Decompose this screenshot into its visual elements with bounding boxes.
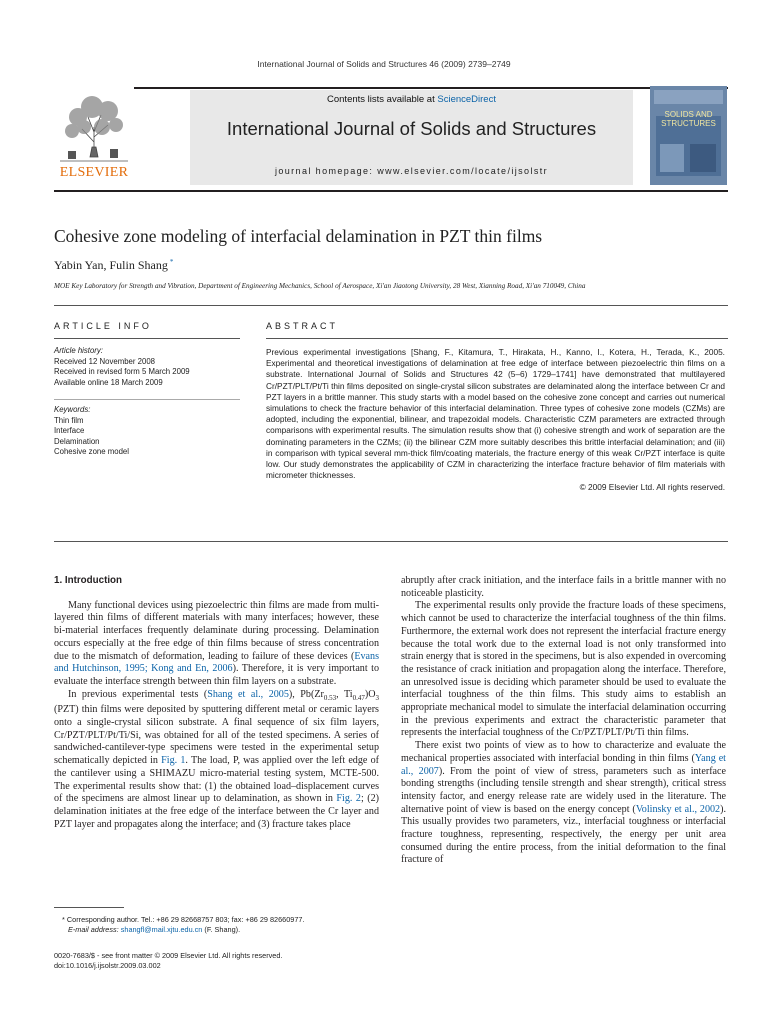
paragraph: Many functional devices using piezoelectric thin films are made from multi-layered thin films of different materials with many interfaces; however, these bi-material interfaces frequently delaminate during processing. Delamination occurs especially at the free edge of thin films because of stress concentration due to the mismatch of deformation, leading to failure of these devices (Evans and Hutchinson, 1995; Kong and En, 2006). Therefore, it is very important to evaluate the interface strength between thin film layers on a substrate.: [54, 599, 380, 687]
header-bottom-rule: [54, 190, 728, 192]
footnote-mark: *: [62, 915, 65, 924]
section-heading: 1. Introduction: [54, 575, 123, 586]
cover-title: [650, 110, 727, 128]
journal-banner: [190, 90, 633, 185]
journal-homepage-link[interactable]: journal homepage: www.elsevier.com/locate/ijsolstr: [274, 166, 549, 176]
history-divider: [54, 399, 240, 400]
issn-line: 0020-7683/$ - see front matter © 2009 Elsevier Ltd. All rights reserved.: [54, 951, 283, 960]
left-column: [54, 575, 379, 831]
journal-title: International Journal of Solids and Structures: [226, 118, 597, 139]
abstract-copyright: © 2009 Elsevier Ltd. All rights reserved.: [579, 482, 725, 493]
abstract-heading: ABSTRACT: [266, 321, 339, 331]
article-info-heading: ARTICLE INFO: [54, 321, 152, 331]
revised-date: Received in revised form 5 March 2009: [54, 367, 190, 376]
cover-image-icon: [650, 86, 727, 185]
keyword-item: Delamination: [54, 436, 100, 446]
contents-prefix: Contents lists available at: [327, 94, 438, 105]
sciencedirect-link[interactable]: ScienceDirect: [437, 94, 496, 105]
citation-link[interactable]: Evans and Hutchinson, 1995; Kong and En, 2006: [54, 650, 379, 675]
author-names: Yabin Yan, Fulin Shang: [54, 258, 168, 272]
keywords-label: Keywords:: [54, 405, 91, 414]
email-link[interactable]: shangfl@mail.xjtu.edu.cn: [120, 925, 203, 934]
right-column: [401, 575, 726, 867]
bottom-matter: [54, 951, 454, 971]
article-title: Cohesive zone modeling of interfacial delamination in PZT thin films: [54, 226, 543, 246]
paragraph: abruptly after crack initiation, and the interface fails in a brittle manner with no noticeable plasticity.: [401, 575, 726, 599]
keyword-item: Cohesive zone model: [54, 447, 129, 456]
publisher-wordmark: ELSEVIER: [59, 165, 129, 180]
abstract-heading-rule: [266, 338, 728, 339]
corresponding-author-note: Corresponding author. Tel.: +86 29 82668757 803; fax: +86 29 82660977.: [66, 915, 305, 924]
abstract-text: Previous experimental investigations [Shang, F., Kitamura, T., Hirakata, H., Kanno, I., Kotera, H., Terada, K., 2005. Experimental and theoretical investigations of delamination at free edge of interface between piezoelectric thin films on a substrate. International Journal of Solids and Structures 42 (5–6) 1729–1741] have demonstrated that multilayered Cr/PZT/PLT/Pt/Ti thin films deposited on single-crystal silicon substrates are delaminated along the interface between Cr and PZT layers in a brittle manner. This study starts with a model based on the cohesive zone concept and carries out numerical simulations to check the fracture behavior of this interfacial delamination. Three types of cohesive zone models (CZMs) are adopted, including the exponential, bilinear, and trapezoidal models. Characteristic CZM parameters are extracted through comparisons with experimental results. The simulation results show that (i) cohesive strength and work of separation are the dominating parameters in the CZMs; (ii) the bilinear CZM more suitably describes this brittle interfacial delamination; and (iii) in comparison with typical several mm-thick film/coating materials, the fracture energy of this weak Cr/PZT interface is quite low. Our study demonstrates the applicability of CZM in characterizing the interface fracture behavior of film materials with micrometer thicknesses.: [266, 347, 725, 481]
header-top-rule: [54, 87, 728, 89]
info-heading-rule: [54, 338, 240, 339]
cover-title-line-2: STRUCTURES: [661, 119, 716, 128]
paragraph: There exist two points of view as to how to characterize and evaluate the mechanical properties associated with interfacial bonding in thin films (Yang et al., 2007). From the point of view of stress, parameters such as interface bonding strengths (including tensile strength and shear strength), critical stress intensity factor, and energy release rate are widely used in the literature. The alternative point of view is based on the energy concept (Volinsky et al., 2002). This usually provides two parameters, viz., interfacial toughness or interfacial fracture toughness, representing, respectively, the energy per unit area consumed during the entire process, from the initial deformation to the final fracture of: [401, 740, 726, 866]
cover-title-line-1: SOLIDS AND: [664, 110, 713, 119]
running-header: International Journal of Solids and Structures 46 (2009) 2739–2749: [257, 59, 511, 69]
abstract-bottom-rule: [54, 541, 728, 542]
received-date: Received 12 November 2008: [54, 356, 155, 366]
article-history: [54, 346, 244, 388]
corresponding-author-mark[interactable]: *: [169, 258, 174, 266]
article-authors: [54, 258, 173, 273]
citation-link[interactable]: Yang et al., 2007: [401, 752, 726, 777]
footnote-rule: [54, 907, 124, 908]
email-suffix: (F. Shang).: [202, 925, 241, 934]
email-label: E-mail address:: [68, 925, 119, 934]
keywords-block: [54, 405, 244, 458]
info-top-rule: [54, 305, 728, 306]
figure-link[interactable]: Fig. 1: [161, 755, 186, 767]
citation-link[interactable]: Shang et al., 2005: [207, 688, 289, 700]
journal-cover-thumbnail: [650, 86, 727, 185]
figure-link[interactable]: Fig. 2: [336, 793, 361, 805]
keyword-item: Thin film: [54, 415, 84, 425]
doi-line[interactable]: doi:10.1016/j.ijsolstr.2009.03.002: [54, 961, 161, 970]
online-date: Available online 18 March 2009: [54, 377, 163, 387]
history-label: Article history:: [54, 346, 103, 355]
contents-available: [190, 94, 633, 105]
elsevier-logo: [54, 87, 134, 183]
keyword-item: Interface: [54, 426, 85, 435]
abstract-body: [266, 347, 725, 494]
paragraph: The experimental results only provide the fracture loads of these specimens, which cannot be used to characterize the interfacial toughness of the thin films. Furthermore, the external work does not represent the interfacial fracture energy because the total work due to the external load is not only transformed into strain energy that is stored in the specimens, but is also expended in overcoming the resistance of crack initiation and propagation along the interface. Therefore, an unresolved issue is deciding which parameter should be used to evaluate the interfacial toughness of the thin films. This study aims to establish an appropriate mechanical model to simulate the interfacial delamination occurring in the previous experiments and extract the characteristic parameter that represents the interfacial toughness of the Cr/PZT/PLT/Pt/Ti thin films.: [401, 600, 726, 739]
author-affiliation: MOE Key Laboratory for Strength and Vibration, Department of Engineering Mechanics, School of Aerospace, Xi'an Jiaotong University, 28 West, Xianning Road, Xi'an 710049, China: [54, 282, 586, 290]
paragraph: In previous experimental tests (Shang et al., 2005), $Pb(Zr_{0.53}$, $Ti_{0.47})O_3$ (PZT) thin films were deposited by sputtering different metal or ceramic layers onto a single-crystal silicon substrate. A final sequence of six film layers, Cr/PZT/PLT/Pt/Ti/Si, was obtained for all of the tested specimens. A series of sandwiched-cantilever-type specimens were tested in the experimental setup schematically depicted in Fig. 1. The load, P, was applied over the left edge of the cantilever using a SHIMAZU micro-material testing system, MCTE-500. The experimental results show that: (1) the obtained load–displacement curves of the specimens are almost linear up to delamination, as shown in Fig. 2; (2) delamination initiates at the free edge of the interface between the Cr layer and PZT layer and propagates along the interface; and (3) fracture takes place: [54, 688, 379, 830]
citation-link[interactable]: Volinsky et al., 2002: [635, 803, 721, 815]
footnote: [54, 915, 384, 935]
